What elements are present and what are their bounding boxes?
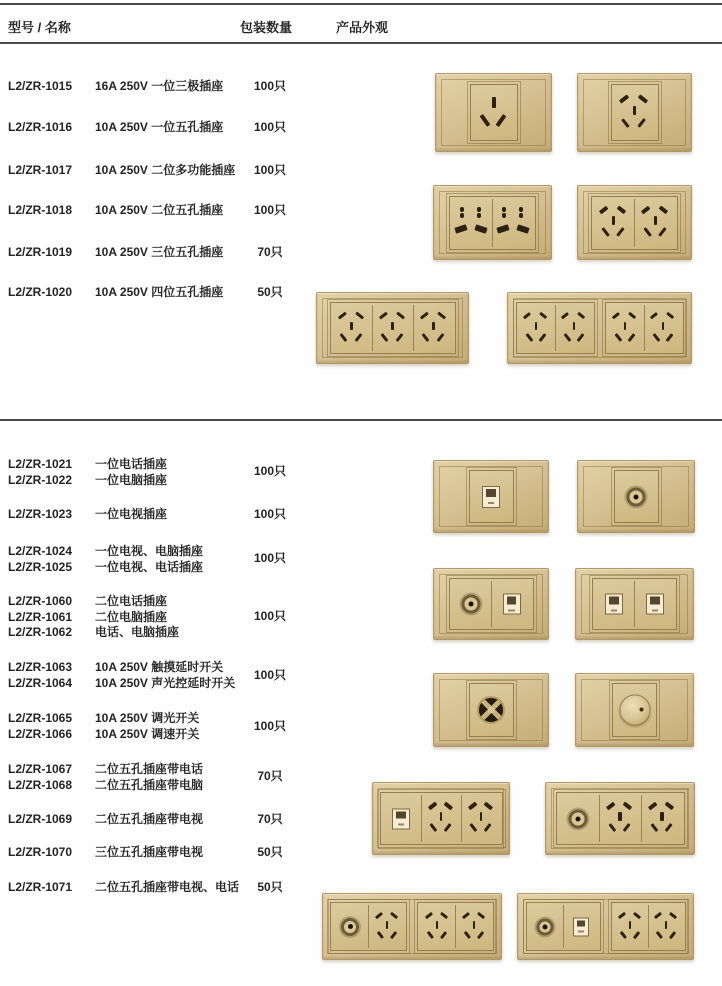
socket-2gang-multifunction-image xyxy=(433,185,552,260)
package-qty: 70只 xyxy=(257,245,283,259)
socket-2gang-5hole-with-phone-image xyxy=(372,782,510,855)
socket-frame xyxy=(612,683,657,737)
package-qty: 50只 xyxy=(257,845,283,859)
model-desc: 10A 250V 四位五孔插座 xyxy=(95,285,224,299)
package-qty: 50只 xyxy=(257,285,283,299)
model-desc: 一位电视、电脑插座 xyxy=(95,544,204,558)
socket-frame xyxy=(526,902,601,951)
model-desc: 二位电脑插座 xyxy=(95,609,168,624)
socket-2gang-5hole-image xyxy=(577,185,692,260)
socket-frame xyxy=(449,196,536,250)
frame-divider xyxy=(461,795,462,842)
model-desc: 二位五孔插座带电视、电话 xyxy=(95,880,240,894)
tv-coax-connector xyxy=(617,477,656,516)
package-qty: 100只 xyxy=(253,203,287,217)
product-row xyxy=(8,594,179,641)
package-qty: 100只 xyxy=(253,79,287,93)
socket-4gang-5hole-image xyxy=(507,292,692,364)
model-code: L2/ZR-1067 xyxy=(8,762,73,776)
frame-divider xyxy=(491,581,492,627)
model-line xyxy=(8,676,235,692)
five-hole-socket xyxy=(608,309,643,347)
socket-1gang-5hole-image xyxy=(577,73,692,152)
dimmer-switch-image xyxy=(575,673,694,747)
frame-divider xyxy=(413,305,414,351)
model-code: L2/ZR-1020 xyxy=(8,285,73,299)
product-row xyxy=(8,120,223,136)
package-qty: 100只 xyxy=(253,609,287,623)
model-code: L2/ZR-1066 xyxy=(8,726,73,741)
rj-jack xyxy=(472,477,511,516)
five-hole-socket xyxy=(420,909,454,944)
five-hole-socket xyxy=(333,309,371,347)
product-row xyxy=(8,711,199,742)
rj-jack xyxy=(636,585,674,623)
model-line xyxy=(8,473,167,489)
model-code: L2/ZR-1062 xyxy=(8,625,73,639)
five-hole-socket xyxy=(423,799,460,838)
package-qty: 70只 xyxy=(257,812,283,826)
model-desc: 一位电视、电话插座 xyxy=(95,559,204,574)
five-hole-socket xyxy=(519,309,554,347)
socket-frame xyxy=(556,792,685,845)
model-code: L2/ZR-1017 xyxy=(8,163,73,177)
socket-frame xyxy=(380,792,503,845)
product-row xyxy=(8,880,239,896)
product-row xyxy=(8,245,223,261)
model-code: L2/ZR-1061 xyxy=(8,609,73,624)
product-row xyxy=(8,285,223,301)
model-line xyxy=(8,727,199,743)
model-code: L2/ZR-1069 xyxy=(8,812,73,826)
model-desc: 10A 250V 二位五孔插座 xyxy=(95,203,224,217)
model-desc: 二位五孔插座带电视 xyxy=(95,812,204,826)
model-line xyxy=(8,203,223,219)
socket-phone-1gang-image xyxy=(433,460,549,533)
model-desc: 10A 250V 调速开关 xyxy=(95,726,200,741)
column-header-qty: 包装数量 xyxy=(240,20,293,35)
rj-jack xyxy=(383,799,420,838)
socket-3gang-5hole-with-tv-image xyxy=(322,893,502,960)
socket-frame xyxy=(470,84,518,141)
model-code: L2/ZR-1018 xyxy=(8,203,73,217)
model-code: L2/ZR-1063 xyxy=(8,660,73,674)
five-hole-socket xyxy=(643,799,682,838)
product-row xyxy=(8,163,235,179)
five-hole-socket xyxy=(594,203,633,243)
five-hole-socket xyxy=(557,309,592,347)
socket-frame xyxy=(469,683,514,737)
header-rule xyxy=(0,42,722,44)
product-row xyxy=(8,660,235,691)
model-line xyxy=(8,544,203,560)
model-line xyxy=(8,778,203,794)
model-code: L2/ZR-1071 xyxy=(8,880,73,894)
package-qty: 100只 xyxy=(253,163,287,177)
five-hole-socket xyxy=(646,309,681,347)
rj-jack xyxy=(595,585,633,623)
frame-divider xyxy=(492,199,493,247)
frame-divider xyxy=(634,199,635,247)
model-code: L2/ZR-1060 xyxy=(8,594,73,608)
model-line xyxy=(8,163,235,179)
model-line xyxy=(8,79,223,95)
socket-frame xyxy=(605,302,684,354)
rj-jack xyxy=(493,585,531,623)
socket-3gang-5hole-image xyxy=(316,292,469,364)
model-line xyxy=(8,457,167,473)
five-hole-socket xyxy=(601,799,640,838)
socket-phone-pc-image xyxy=(575,568,694,640)
socket-frame xyxy=(449,578,534,630)
five-hole-socket xyxy=(650,909,683,944)
frame-divider xyxy=(644,305,645,351)
model-desc: 10A 250V 二位多功能插座 xyxy=(95,163,236,177)
tv-coax-connector xyxy=(333,909,367,944)
frame-divider xyxy=(455,905,456,948)
frame-divider xyxy=(648,905,649,948)
socket-frame xyxy=(417,902,494,951)
product-row xyxy=(8,457,167,488)
socket-frame xyxy=(614,470,659,523)
package-qty: 100只 xyxy=(253,507,287,521)
package-qty: 70只 xyxy=(257,769,283,783)
model-desc: 三位五孔插座带电视 xyxy=(95,845,204,859)
column-header-model: 型号 / 名称 xyxy=(8,20,71,35)
package-qty: 100只 xyxy=(253,719,287,733)
universal-socket xyxy=(452,203,491,243)
model-line xyxy=(8,285,223,301)
model-code: L2/ZR-1021 xyxy=(8,457,73,471)
socket-1gang-3pin-image xyxy=(435,73,552,152)
socket-tv-1gang-image xyxy=(577,460,695,533)
model-code: L2/ZR-1019 xyxy=(8,245,73,259)
model-code: L2/ZR-1025 xyxy=(8,559,73,574)
model-line xyxy=(8,594,179,610)
model-line xyxy=(8,610,179,626)
five-hole-socket xyxy=(374,309,412,347)
tv-coax-connector xyxy=(529,909,562,944)
model-line xyxy=(8,812,203,828)
product-row xyxy=(8,507,167,523)
socket-frame xyxy=(330,302,456,354)
model-line xyxy=(8,711,199,727)
column-header-appearance: 产品外观 xyxy=(336,20,389,35)
frame-divider xyxy=(563,905,564,948)
model-line xyxy=(8,762,203,778)
frame-divider xyxy=(634,581,635,627)
top-rule xyxy=(0,3,722,5)
product-row xyxy=(8,762,203,793)
socket-frame xyxy=(592,578,677,630)
model-line xyxy=(8,845,203,861)
model-desc: 10A 250V 声光控延时开关 xyxy=(95,675,236,690)
three-pin-socket xyxy=(473,91,515,134)
frame-divider xyxy=(368,905,369,948)
tv-coax-connector xyxy=(452,585,490,623)
model-line xyxy=(8,507,167,523)
model-line xyxy=(8,625,179,641)
model-desc: 二位五孔插座带电脑 xyxy=(95,777,204,792)
package-qty: 100只 xyxy=(253,464,287,478)
socket-tv-pc-image xyxy=(433,568,549,640)
product-row xyxy=(8,544,203,575)
five-hole-socket xyxy=(636,203,675,243)
socket-frame xyxy=(330,902,407,951)
product-row xyxy=(8,79,223,95)
model-desc: 一位电话插座 xyxy=(95,457,168,471)
model-desc: 10A 250V 触摸延时开关 xyxy=(95,660,224,674)
five-hole-socket xyxy=(614,91,656,134)
socket-frame xyxy=(611,84,659,141)
model-desc: 二位五孔插座带电话 xyxy=(95,762,204,776)
frame-divider xyxy=(599,795,600,842)
five-hole-socket xyxy=(415,309,453,347)
section-divider-rule xyxy=(0,419,722,421)
frame-divider xyxy=(421,795,422,842)
five-hole-socket xyxy=(457,909,491,944)
tv-coax-connector xyxy=(559,799,598,838)
rj-jack xyxy=(565,909,598,944)
model-line xyxy=(8,880,239,896)
product-row xyxy=(8,845,203,861)
model-code: L2/ZR-1015 xyxy=(8,79,73,93)
model-desc: 10A 250V 调光开关 xyxy=(95,711,200,725)
model-desc: 10A 250V 一位五孔插座 xyxy=(95,120,224,134)
product-row xyxy=(8,812,203,828)
package-qty: 100只 xyxy=(253,120,287,134)
model-line xyxy=(8,560,203,576)
socket-frame xyxy=(516,302,595,354)
frame-divider xyxy=(641,795,642,842)
model-desc: 一位电脑插座 xyxy=(95,472,168,487)
model-code: L2/ZR-1070 xyxy=(8,845,73,859)
model-desc: 电话、电脑插座 xyxy=(95,625,180,639)
sound-light-sensor-grille xyxy=(472,690,511,730)
five-hole-socket xyxy=(614,909,647,944)
model-line xyxy=(8,660,235,676)
socket-2gang-5hole-with-tv-phone-image xyxy=(517,893,694,960)
model-desc: 一位电视插座 xyxy=(95,507,168,521)
model-desc: 10A 250V 三位五孔插座 xyxy=(95,245,224,259)
package-qty: 100只 xyxy=(253,668,287,682)
package-qty: 50只 xyxy=(257,880,283,894)
model-code: L2/ZR-1064 xyxy=(8,675,73,690)
model-code: L2/ZR-1023 xyxy=(8,507,73,521)
socket-2gang-5hole-with-tv-image xyxy=(545,782,695,855)
sound-light-delay-switch-image xyxy=(433,673,549,747)
dimmer-knob xyxy=(615,690,654,730)
socket-frame xyxy=(469,470,514,523)
model-code: L2/ZR-1068 xyxy=(8,777,73,792)
socket-frame xyxy=(611,902,686,951)
universal-socket xyxy=(494,203,533,243)
package-qty: 100只 xyxy=(253,551,287,565)
model-code: L2/ZR-1016 xyxy=(8,120,73,134)
five-hole-socket xyxy=(463,799,500,838)
model-desc: 二位电话插座 xyxy=(95,594,168,608)
model-code: L2/ZR-1022 xyxy=(8,472,73,487)
model-code: L2/ZR-1065 xyxy=(8,711,73,725)
model-line xyxy=(8,120,223,136)
frame-divider xyxy=(555,305,556,351)
frame-divider xyxy=(372,305,373,351)
product-row xyxy=(8,203,223,219)
model-code: L2/ZR-1024 xyxy=(8,544,73,558)
model-line xyxy=(8,245,223,261)
socket-frame xyxy=(591,196,678,250)
model-desc: 16A 250V 一位三极插座 xyxy=(95,79,224,93)
five-hole-socket xyxy=(370,909,404,944)
